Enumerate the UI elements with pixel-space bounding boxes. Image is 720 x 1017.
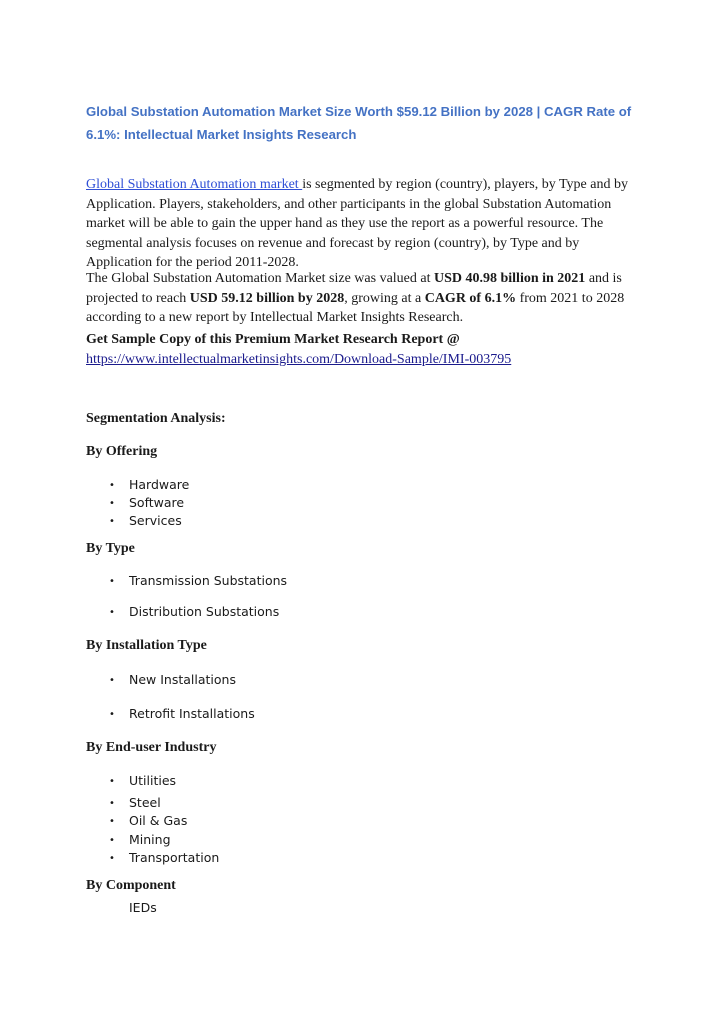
bullet-icon: •	[109, 798, 115, 809]
list-item: IEDs	[129, 900, 157, 915]
list-item: • New Installations	[109, 672, 236, 687]
bullet-icon: •	[109, 816, 115, 827]
bullet-icon: •	[109, 516, 115, 527]
bullet-icon: •	[109, 853, 115, 864]
article-title: Global Substation Automation Market Size Worth $59.12 Billion by 2028 | CAGR Rate of 6.1%: Intellectual Market Insights Research	[86, 104, 632, 142]
market-value-2028: USD 59.12 billion by 2028	[189, 290, 345, 306]
intro-text: is segmented by region (country), players, by Type and by Application. Players, stakeholders, and other participants in the global Substation Automation market will be able to gain the upper hand as they use the report as a powerful resource. The segmental analysis focuses on revenue and forecast by region (country), by Type and by Application for the period 2011-2028.	[86, 177, 628, 270]
installation-heading: By Installation Type	[86, 638, 207, 653]
market-text-4: from 2021 to 2028 according to a new report by Intellectual Market Insights Research.	[86, 290, 625, 325]
market-cagr: CAGR of 6.1%	[424, 290, 517, 306]
bullet-icon: •	[109, 480, 115, 491]
list-item: • Software	[109, 495, 185, 510]
list-item: • Oil & Gas	[109, 813, 188, 828]
sample-download-link[interactable]: https://www.intellectualmarketinsights.com/Download-Sample/IMI-003795	[86, 351, 512, 367]
component-heading: By Component	[86, 878, 176, 893]
bullet-icon: •	[109, 576, 115, 587]
offering-heading: By Offering	[86, 444, 158, 459]
list-item: • Mining	[109, 832, 171, 847]
list-item: • Retrofit Installations	[109, 706, 255, 721]
end-user-heading: By End-user Industry	[86, 740, 217, 755]
type-heading: By Type	[86, 541, 135, 556]
intro-paragraph	[86, 175, 646, 273]
bullet-icon: •	[109, 607, 115, 618]
segmentation-heading: Segmentation Analysis:	[86, 411, 226, 426]
market-text-3: , growing at a	[344, 290, 425, 306]
bullet-icon: •	[109, 709, 115, 720]
bullet-icon: •	[109, 498, 115, 509]
sample-copy-cta	[86, 330, 646, 369]
list-item: • Distribution Substations	[109, 604, 280, 619]
bullet-icon: •	[109, 675, 115, 686]
market-value-2021: USD 40.98 billion in 2021	[433, 271, 586, 286]
bullet-icon: •	[109, 835, 115, 846]
list-item: • Services	[109, 513, 182, 528]
list-item: • Hardware	[109, 477, 190, 492]
list-item: • Utilities	[109, 773, 177, 788]
market-link[interactable]: Global Substation Automation market	[86, 177, 303, 192]
market-text-2: and is projected to reach	[86, 271, 622, 306]
list-item: • Transportation	[109, 850, 220, 865]
market-text-1: The Global Substation Automation Market size was valued at	[86, 271, 434, 286]
list-item: • Transmission Substations	[109, 573, 288, 588]
bullet-icon: •	[109, 776, 115, 787]
market-size-paragraph	[86, 269, 646, 328]
cta-label: Get Sample Copy of this Premium Market Research Report @	[86, 332, 460, 347]
list-item: • Steel	[109, 795, 161, 810]
